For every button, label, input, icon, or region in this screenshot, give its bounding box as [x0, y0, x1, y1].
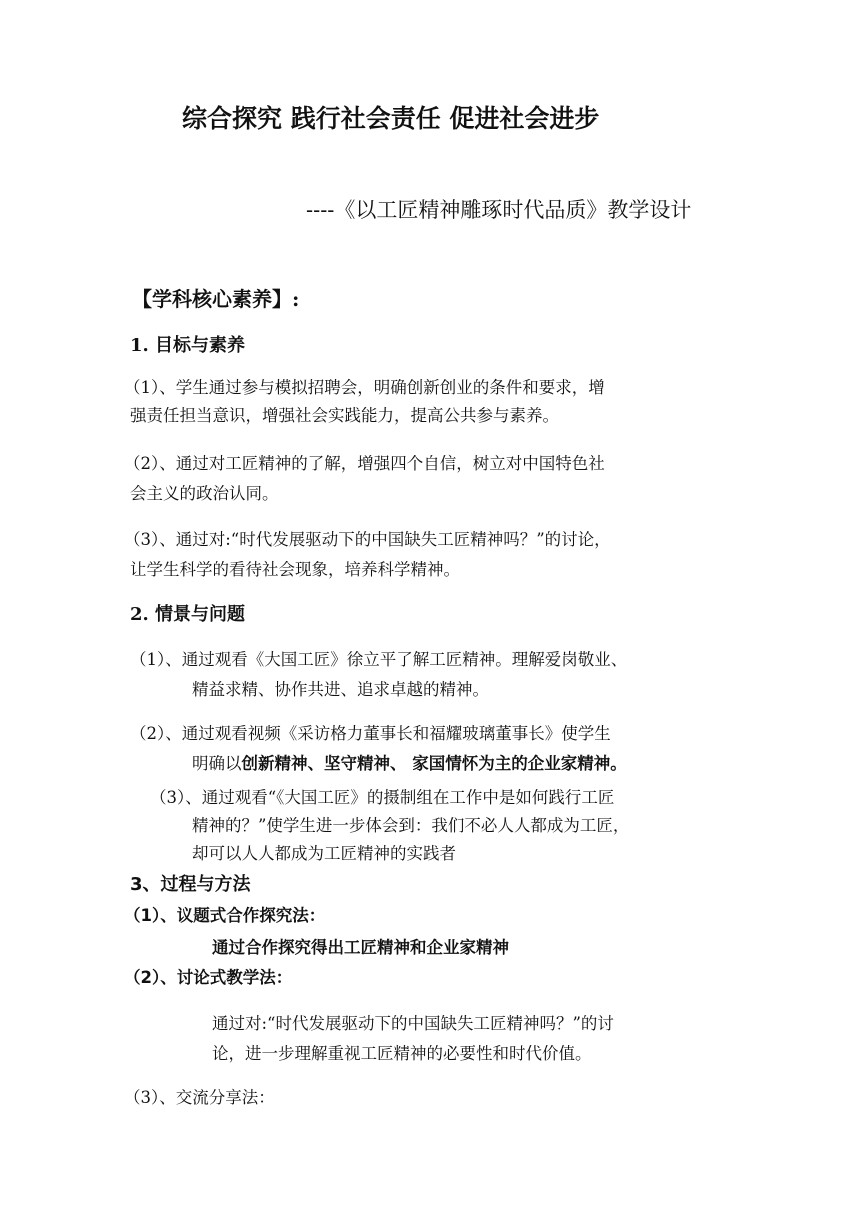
- scenario-item-1-emphasis: 爱岗敬业、: [544, 650, 628, 669]
- goal-item-3-line-2: 让学生科学的看待社会现象，培养科学精神。: [130, 560, 460, 579]
- goal-item-1-line-1: （1）、学生通过参与模拟招聘会，明确创新创业的条件和要求，增: [124, 378, 605, 397]
- scenario-item-3-line-1: （3）、通过观看“《大国工匠》的摄制组在工作中是如何践行工匠: [150, 788, 615, 807]
- scenario-item-2-line-2: [192, 756, 627, 773]
- method-2-line-2: 论，进一步理解重视工匠精神的必要性和时代价值。: [212, 1044, 592, 1063]
- goal-item-2-line-1: （2）、通过对工匠精神的了解，增强四个自信，树立对中国特色社: [124, 454, 605, 473]
- section-1-heading: 1. 目标与素养: [130, 335, 246, 356]
- scenario-item-1-line-2: [192, 682, 489, 699]
- method-1-label: （1）、议题式合作探究法：: [124, 906, 326, 925]
- scenario-item-2-text: 明确以: [192, 754, 242, 773]
- method-2-label: （2）、讨论式教学法：: [124, 968, 293, 987]
- goal-item-1-line-2: 强责任担当意识，增强社会实践能力，提高公共参与素养。: [130, 406, 559, 425]
- scenario-item-3-line-3: 却可以人人都成为工匠精神的实践者: [192, 844, 456, 863]
- scenario-item-1-text: （1）、通过观看《大国工匠》徐立平了解工匠精神。理解: [130, 650, 545, 669]
- scenario-item-1-emphasis-2: 精益求精、协作共进、追求卓越: [192, 680, 423, 699]
- document-title: 综合探究 践行社会责任 促进社会进步: [182, 104, 600, 133]
- goal-item-3-line-1: （3）、通过对:“时代发展驱动下的中国缺失工匠精神吗？”的讨论，: [124, 530, 611, 549]
- section-3-heading: 3、过程与方法: [130, 874, 251, 895]
- method-2-line-1: 通过对:“时代发展驱动下的中国缺失工匠精神吗？”的讨: [212, 1014, 614, 1033]
- method-1-text: 通过合作探究得出工匠精神和企业家精神: [212, 938, 509, 957]
- scenario-item-1-line-1: [130, 652, 627, 669]
- document-subtitle: ----《以工匠精神雕琢时代品质》教学设计: [306, 198, 692, 222]
- scenario-item-3-line-2: 精神的？”使学生进一步体会到：我们不必人人都成为工匠，: [192, 816, 630, 835]
- scenario-item-1-suffix: 的精神。: [423, 680, 489, 699]
- method-3-label: （3）、交流分享法：: [124, 1088, 275, 1107]
- scenario-item-2-line-1: （2）、通过观看视频《采访格力董事长和福耀玻璃董事长》使学生: [130, 724, 611, 743]
- goal-item-2-line-2: 会主义的政治认同。: [130, 484, 279, 503]
- scenario-item-2-emphasis: 创新精神、坚守精神、 家国情怀为主的企业家精神。: [241, 754, 627, 773]
- core-literacy-heading: 【学科核心素养】:: [132, 287, 300, 311]
- section-2-heading: 2. 情景与问题: [130, 604, 246, 625]
